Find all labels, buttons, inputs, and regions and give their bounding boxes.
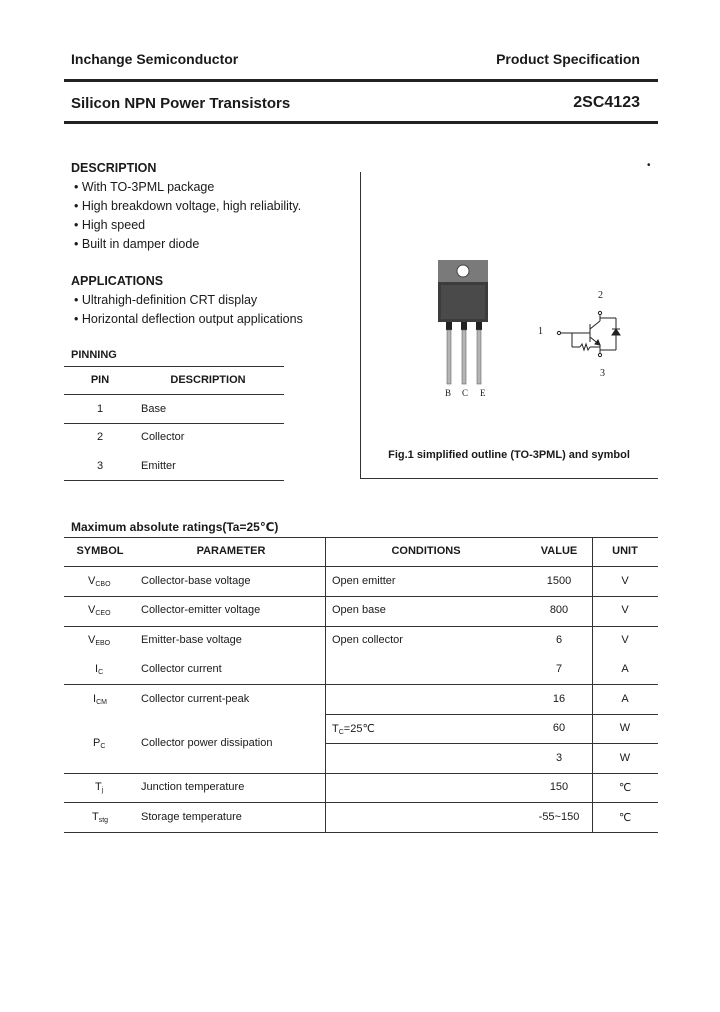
table-rule <box>64 684 658 685</box>
list-item: • High speed <box>74 216 301 235</box>
header-cell: SYMBOL <box>76 545 124 557</box>
table-row <box>64 423 284 452</box>
symbol-label-3: 3 <box>600 368 605 379</box>
condition-subscript: C <box>338 729 344 736</box>
unit-cell: W <box>619 752 631 764</box>
document-type: Product Specification <box>496 51 640 67</box>
symbol-text: V <box>88 634 96 646</box>
product-line: Silicon NPN Power Transistors <box>71 95 291 112</box>
symbol-text: P <box>93 737 101 749</box>
lead-label-b: B <box>445 388 452 398</box>
unit-cell: A <box>621 663 629 675</box>
symbol-cell <box>92 811 108 824</box>
symbol-subscript: C <box>98 669 104 676</box>
table-rule <box>64 626 658 627</box>
symbol-cell <box>88 604 111 617</box>
pin-description: Base <box>141 402 167 415</box>
header-cell: PIN <box>90 374 110 386</box>
header-cell: CONDITIONS <box>391 545 461 557</box>
pin-number: 2 <box>96 431 104 443</box>
unit-cell: ℃ <box>618 812 632 824</box>
header-cell: UNIT <box>612 545 638 557</box>
symbol-text: V <box>88 604 96 616</box>
part-number: 2SC4123 <box>573 94 640 111</box>
symbol-cell <box>88 575 111 588</box>
value-cell: 6 <box>555 634 563 646</box>
header-cell: DESCRIPTION <box>170 374 246 386</box>
value-cell: 3 <box>555 752 563 764</box>
conditions-cell: Open emitter <box>332 575 396 587</box>
value-cell: -55~150 <box>538 811 580 823</box>
header-rule-top <box>64 79 658 82</box>
parameter-cell: Storage temperature <box>141 811 242 823</box>
condition-text: =25℃ <box>343 723 375 735</box>
table-header-row <box>64 366 284 395</box>
unit-cell: W <box>619 722 631 734</box>
symbol-label-1: 1 <box>538 326 543 337</box>
table-rule <box>64 480 284 481</box>
figure-border <box>360 172 361 479</box>
company-name: Inchange Semiconductor <box>71 51 239 67</box>
list-item: • With TO-3PML package <box>74 178 301 197</box>
transistor-symbol-icon <box>550 302 635 367</box>
list-item: • Built in damper diode <box>74 235 301 254</box>
list-item: • Horizontal deflection output applications <box>74 310 303 329</box>
decorative-dot: • <box>647 160 651 171</box>
parameter-cell: Collector current-peak <box>141 693 250 705</box>
parameter-cell: Collector-base voltage <box>141 575 251 587</box>
symbol-cell <box>95 663 103 676</box>
unit-cell: V <box>621 575 629 587</box>
symbol-subscript: CBO <box>95 581 111 588</box>
symbol-text: V <box>88 575 96 587</box>
header-cell: PARAMETER <box>196 545 266 557</box>
symbol-text: I <box>95 663 99 675</box>
applications-title: APPLICATIONS <box>71 274 164 288</box>
list-item: • Ultrahigh-definition CRT display <box>74 291 303 310</box>
symbol-subscript: C <box>100 743 106 750</box>
lead-label-c: C <box>462 388 469 398</box>
table-rule <box>64 596 658 597</box>
value-cell: 7 <box>555 663 563 675</box>
symbol-subscript: CM <box>96 699 107 706</box>
condition-symbol: T <box>332 723 339 735</box>
figure-border <box>360 478 658 479</box>
parameter-cell: Emitter-base voltage <box>141 634 242 646</box>
figure-box <box>360 172 658 479</box>
pin-number: 3 <box>96 459 104 472</box>
lead-label-e: E <box>480 388 486 398</box>
symbol-subscript: stg <box>98 817 109 824</box>
symbol-cell <box>93 693 107 706</box>
header-cell: VALUE <box>540 545 578 557</box>
value-cell: 60 <box>552 722 566 734</box>
conditions-cell: Open collector <box>332 634 403 646</box>
symbol-text: T <box>92 811 99 823</box>
symbol-cell <box>88 634 110 647</box>
pinning-table <box>64 366 284 480</box>
pin-number: 1 <box>96 402 104 415</box>
table-rule <box>64 566 658 567</box>
table-row <box>64 452 284 481</box>
parameter-cell: Collector current <box>141 663 222 675</box>
table-rule <box>325 537 326 832</box>
table-rule <box>64 537 658 538</box>
symbol-text: T <box>95 781 102 793</box>
value-cell: 1500 <box>546 575 572 587</box>
symbol-text: I <box>93 693 97 705</box>
table-rule <box>326 714 658 715</box>
unit-cell: V <box>621 634 629 646</box>
unit-cell: V <box>621 604 629 616</box>
unit-cell: A <box>621 693 629 705</box>
parameter-cell: Collector power dissipation <box>141 737 273 749</box>
description-list <box>74 178 301 254</box>
figure-caption: Fig.1 simplified outline (TO-3PML) and symbol <box>388 449 630 461</box>
ratings-title: Maximum absolute ratings(Ta=25℃) <box>71 520 279 534</box>
pin-description: Emitter <box>141 459 176 472</box>
pin-description: Collector <box>141 431 185 443</box>
value-cell: 150 <box>549 781 569 793</box>
description-title: DESCRIPTION <box>71 161 157 175</box>
value-cell: 800 <box>549 604 569 616</box>
applications-list <box>74 291 303 329</box>
parameter-cell: Collector-emitter voltage <box>141 604 261 616</box>
symbol-subscript: CEO <box>95 610 111 617</box>
symbol-cell <box>95 781 103 794</box>
unit-cell: ℃ <box>618 782 632 794</box>
symbol-subscript: EBO <box>95 640 111 647</box>
table-rule <box>64 802 658 803</box>
list-item: • High breakdown voltage, high reliability. <box>74 197 301 216</box>
symbol-subscript: j <box>101 787 104 794</box>
symbol-cell <box>93 737 105 750</box>
parameter-cell: Junction temperature <box>141 781 245 793</box>
package-outline-image <box>432 258 502 398</box>
conditions-cell <box>332 722 375 736</box>
conditions-cell: Open base <box>332 604 386 616</box>
value-cell: 16 <box>552 693 566 705</box>
pinning-title: PINNING <box>71 349 117 361</box>
table-rule <box>326 743 658 744</box>
header-rule-bottom <box>64 121 658 124</box>
symbol-label-2: 2 <box>598 290 603 301</box>
table-row <box>64 395 284 424</box>
table-rule <box>64 832 658 833</box>
table-rule <box>64 773 658 774</box>
